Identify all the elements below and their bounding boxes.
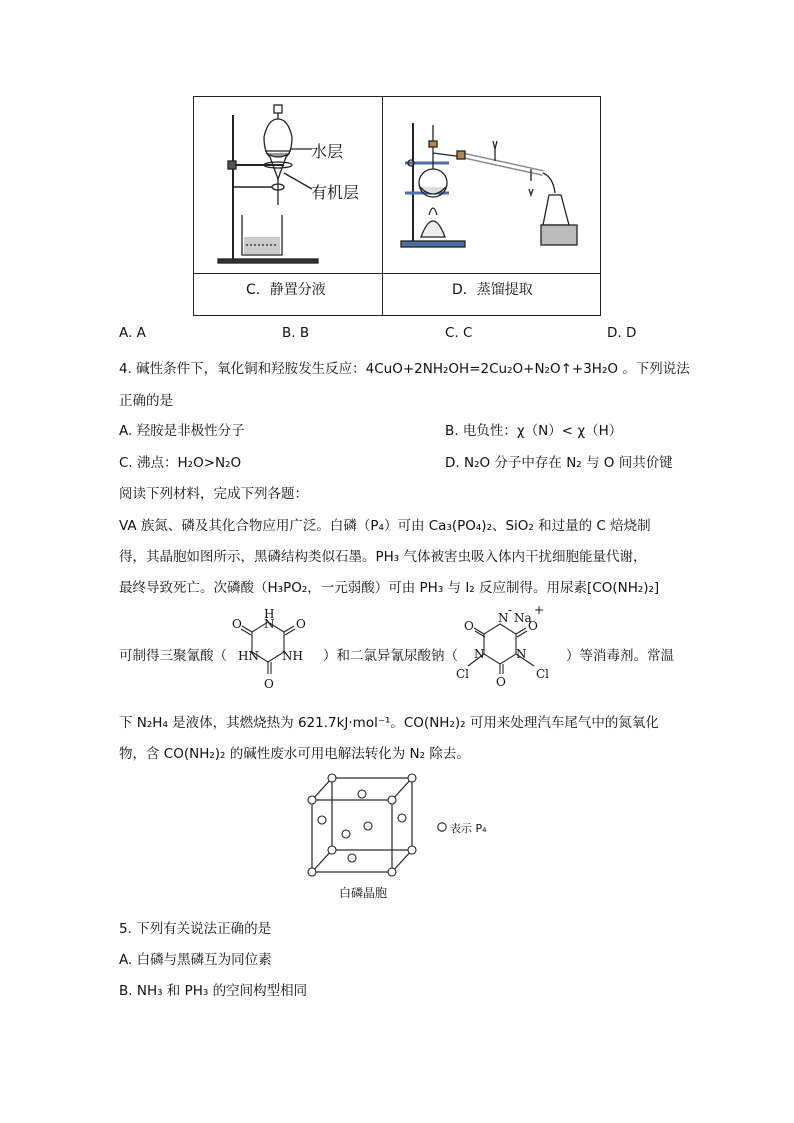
passage-line1: VA 族氮、磷及其化合物应用广泛。白磷（P₄）可由 Ca₃(PO₄)₂、SiO₂ 和过量的 C 焙烧制 bbox=[119, 518, 651, 534]
white-phosphorus-unit-cell bbox=[300, 770, 420, 878]
svg-text:Na: Na bbox=[514, 611, 532, 625]
option-c-caption: C．静置分液 bbox=[246, 282, 326, 298]
passage-line5: 下 N₂H₄ 是液体，其燃烧热为 621.7kJ·mol⁻¹。CO(NH₂)₂ 可用来处理汽车尾气中的氮氧化 bbox=[119, 715, 659, 731]
passage-line4-part1: 可制得三聚氰酸（ bbox=[119, 648, 227, 664]
label-water-layer: 水层 bbox=[311, 142, 344, 161]
q4-option-b: B. 电负性：χ（N）< χ（H） bbox=[445, 423, 623, 439]
svg-text:-: - bbox=[508, 604, 513, 617]
q3-option-c: C. C bbox=[445, 325, 473, 341]
q3-option-d: D. D bbox=[607, 325, 637, 341]
q5-option-b: B. NH₃ 和 PH₃ 的空间构型相同 bbox=[119, 983, 308, 999]
svg-text:O: O bbox=[264, 677, 274, 691]
svg-text:O: O bbox=[464, 619, 474, 633]
passage-line4-part2: ）和二氯异氰尿酸钠（ bbox=[323, 648, 458, 664]
sodium-dichloroisocyanurate-structure bbox=[454, 604, 558, 688]
passage-line2: 得，其晶胞如图所示，黑磷结构类似石墨。PH₃ 气体被害虫吸入体内干扰细胞能量代谢， bbox=[119, 549, 647, 565]
svg-text:N: N bbox=[474, 647, 485, 661]
option-d-caption: D．蒸馏提取 bbox=[452, 282, 533, 298]
svg-text:N: N bbox=[516, 647, 527, 661]
apparatus-table bbox=[193, 96, 601, 316]
distillation-figure bbox=[383, 97, 600, 273]
q4-option-a: A. 羟胺是非极性分子 bbox=[119, 423, 245, 439]
legend-circle-icon bbox=[436, 821, 448, 833]
q5-stem: 5. 下列有关说法正确的是 bbox=[119, 921, 272, 937]
passage-intro: 阅读下列材料，完成下列各题： bbox=[119, 486, 308, 502]
crystal-legend: 表示 P₄ bbox=[450, 822, 487, 835]
label-organic-layer: 有机层 bbox=[311, 183, 360, 202]
passage-line4-part3: ）等消毒剂。常温 bbox=[566, 648, 674, 664]
svg-text:O: O bbox=[496, 675, 506, 688]
cyanuric-acid-structure bbox=[232, 602, 316, 694]
q4-option-c: C. 沸点：H₂O>N₂O bbox=[119, 455, 242, 471]
svg-text:O: O bbox=[528, 619, 538, 633]
passage-line3: 最终导致死亡。次磷酸（H₃PO₂，一元弱酸）可由 PH₃ 与 I₂ 反应制得。用尿素[CO(NH₂)₂] bbox=[119, 580, 660, 596]
q3-option-a: A. A bbox=[119, 325, 146, 341]
q4-option-d: D. N₂O 分子中存在 N₂ 与 O 间共价键 bbox=[445, 455, 673, 471]
svg-text:HN: HN bbox=[238, 649, 259, 663]
svg-text:Cl: Cl bbox=[456, 667, 470, 681]
svg-text:O: O bbox=[232, 617, 242, 631]
svg-text:NH: NH bbox=[282, 649, 303, 663]
q5-option-a: A. 白磷与黑磷互为同位素 bbox=[119, 952, 272, 968]
svg-text:H: H bbox=[264, 607, 275, 621]
table-divider-horizontal bbox=[194, 273, 600, 274]
svg-text:N: N bbox=[498, 611, 509, 625]
crystal-caption: 白磷晶胞 bbox=[339, 886, 388, 900]
svg-text:O: O bbox=[296, 617, 306, 631]
q3-option-b: B. B bbox=[282, 325, 310, 341]
svg-text:+: + bbox=[534, 604, 545, 617]
svg-text:Cl: Cl bbox=[536, 667, 550, 681]
svg-text:N: N bbox=[264, 617, 275, 631]
passage-line6: 物，含 CO(NH₂)₂ 的碱性废水可用电解法转化为 N₂ 除去。 bbox=[119, 746, 470, 762]
q4-stem-line1: 4. 碱性条件下，氧化铜和羟胺发生反应：4CuO+2NH₂OH=2Cu₂O+N₂O↑+3H₂O 。下列说法 bbox=[119, 361, 690, 377]
q4-stem-line2: 正确的是 bbox=[119, 393, 173, 409]
